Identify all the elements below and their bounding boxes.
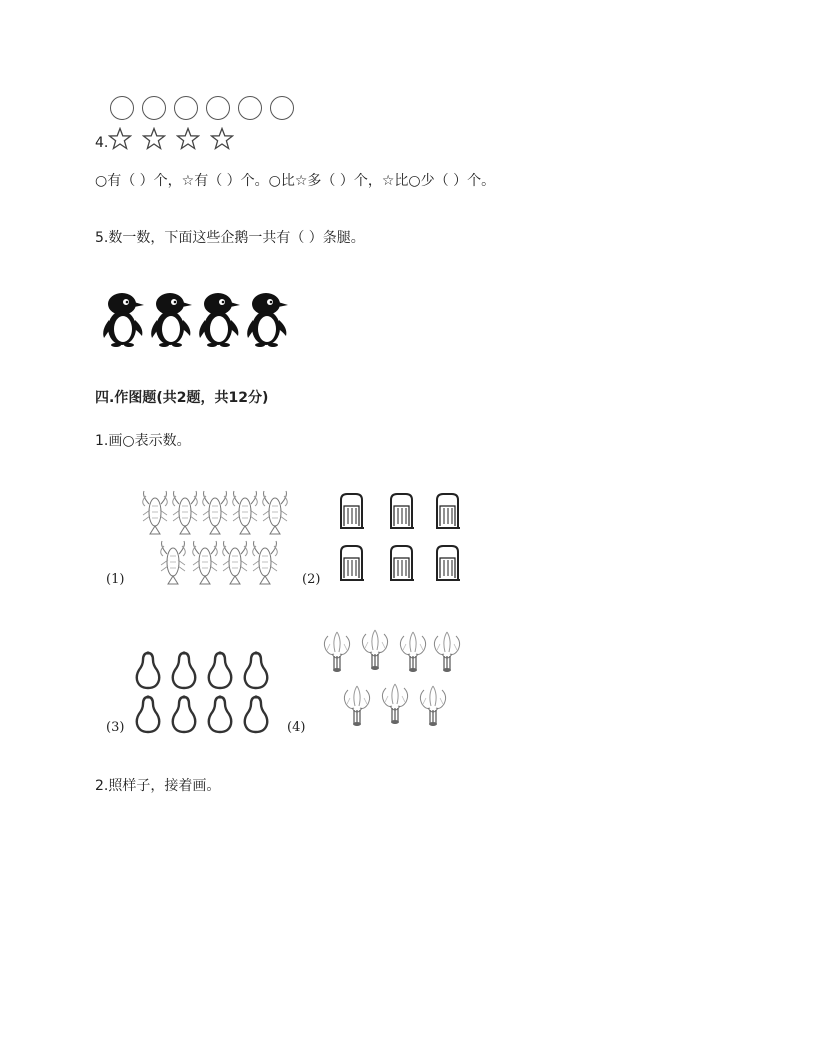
pear-icon bbox=[134, 648, 279, 736]
item-label-1: (1) bbox=[106, 572, 125, 587]
item-label-2: (2) bbox=[302, 572, 321, 587]
circle-icon bbox=[270, 96, 294, 120]
lobster-group bbox=[140, 490, 300, 590]
s4q2-question-text: 2.照样子，接着画。 bbox=[95, 778, 221, 794]
star-icon bbox=[142, 127, 166, 151]
penguin-icon bbox=[148, 290, 194, 350]
star-icon bbox=[108, 127, 132, 151]
penguin-row bbox=[100, 290, 290, 350]
circle-icon bbox=[206, 96, 230, 120]
star-row bbox=[108, 127, 234, 151]
pear-group bbox=[134, 648, 279, 736]
q5-question-text: 5.数一数，下面这些企鹅一共有（ ）条腿。 bbox=[95, 230, 365, 246]
lobster-icon bbox=[140, 490, 300, 590]
s4q1-question-text: 1.画○表示数。 bbox=[95, 433, 191, 449]
tomb-group bbox=[338, 492, 468, 584]
circle-icon bbox=[142, 96, 166, 120]
circle-icon bbox=[174, 96, 198, 120]
section-title: 四.作图题(共2题，共12分) bbox=[95, 390, 269, 406]
flower-icon bbox=[320, 628, 470, 736]
circle-icon bbox=[238, 96, 262, 120]
item-label-4: (4) bbox=[287, 720, 306, 735]
item-label-3: (3) bbox=[106, 720, 125, 735]
q4-question-text: ○有（ ）个，☆有（ ）个。○比☆多（ ）个，☆比○少（ ）个。 bbox=[95, 173, 496, 189]
penguin-icon bbox=[244, 290, 290, 350]
q4-number: 4. bbox=[95, 135, 109, 151]
circle-icon bbox=[110, 96, 134, 120]
penguin-icon bbox=[196, 290, 242, 350]
star-icon bbox=[176, 127, 200, 151]
penguin-icon bbox=[100, 290, 146, 350]
flower-group bbox=[320, 628, 470, 736]
circle-row bbox=[110, 96, 294, 120]
tomb-icon bbox=[338, 492, 468, 584]
star-icon bbox=[210, 127, 234, 151]
